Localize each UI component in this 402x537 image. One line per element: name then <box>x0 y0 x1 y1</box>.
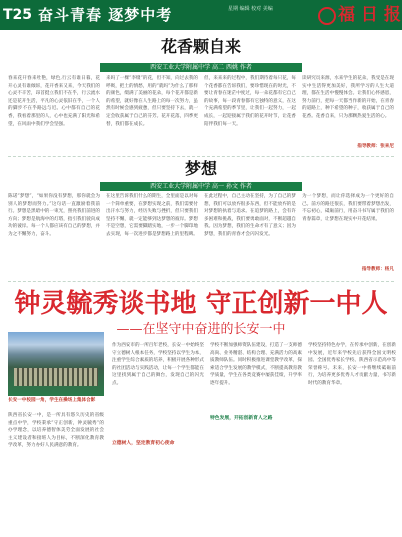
column-text: 陈诺“梦想”，“如果你没有梦想，那你就会为别人的梦想而努力。”这句话一直激励着我前行。梦想是黑暗中的一束光，照亮我们前进的方向；梦想是航海中的灯塔，指引我们驶向成功的彼岸。每一个人都应该有自己的梦想，并为之不懈努力，奋斗。 <box>8 194 100 237</box>
column-text: 但，来来来的过程中，我们期待着每只花，每个花香都在告诉我们，要珍惜现在的时光，不要让青春在迷茫中度过，每一朵花都有它自己的故事，每一段青春都有它独特的意义，在这个充满希望的季节里，让我们一起努力，一起成长，一起迎接属于我们的花开时节，让花香陪伴我们每一天。 <box>204 76 296 127</box>
logo-emblem-icon <box>318 7 336 25</box>
article-column <box>8 75 100 151</box>
page-number: T25 <box>3 7 33 23</box>
section-title: 奋斗青春 逐梦中考 <box>38 6 173 24</box>
column-text: 在此过程中，自己主动在坚持，为了自己的梦想，我们可以放弃很多东西，但不能放弃的是对梦想的执着与追求。在追梦的路上，会有许多困难和挑战，我们要勇敢面对，不断超越自我。因为梦想，我们的生命才有了意义；因为梦想，我们的青春才会闪闪发光。 <box>204 194 296 237</box>
feature-subtitle: ——在坚守中奋进的长安一中 <box>116 322 286 337</box>
column-text: 陕西省长安一中，是一所具有悠久历史的省级重点中学，学校秉承“守正创新，钟灵毓秀”的办学理念，以培养德智体美劳全面发展的社会主义建设者和接班人为目标，不断深化教育教学改革，努力办好人民满意的教育。 <box>8 413 104 449</box>
article-column <box>204 193 296 273</box>
divider <box>8 281 394 282</box>
article-column <box>204 75 296 151</box>
article-column <box>106 75 198 151</box>
article-author: 指导教师：张来尼 <box>357 144 394 149</box>
article-byline: 西安工业大学附属中学 高一 孙文 作者 <box>100 182 302 191</box>
column-text: 为一个梦想，而让你选择成为一个更好的自己。前方的路还很长，我们要带着梦想出发，不忘初心，砥砺前行，用奋斗书写属于我们的青春篇章，让梦想在现实中开花结果。 <box>302 194 394 222</box>
page-meta: 星期 编辑 校对 美编 <box>228 6 273 12</box>
column-text: 在这里告诉我们什么的期生，全里面是以对每一个简单重要，在梦想实现之前，我们需要付出汗水与努力，经历失败与挫折，但只要我们坚持不懈，就一定能够到达梦想的彼岸。梦想不是空想，它需要脚踏实地，一步一个脚印地去实现，每一次进步都是梦想路上的里程碑。 <box>106 194 198 237</box>
article-author: 指导教师：杨凡 <box>361 267 394 272</box>
article-column <box>106 193 198 273</box>
article-column <box>302 75 394 143</box>
feature-subheading: 特色发展，开拓创新育人之路 <box>210 416 273 421</box>
photo-caption: 长安一中校园一角，学生在操场上集体合影 <box>8 398 96 403</box>
logo-text: 福 日 报 <box>338 5 401 25</box>
feature-headline: 钟灵毓秀谈书地 守正创新一中人 <box>14 289 388 319</box>
article-column <box>8 193 100 273</box>
column-text: 学校不断加强师资队伍建设，打造了一支师德高尚、业务精湛、结构合理、充满活力的高素质教师队伍。同时积极推进课堂教学改革，探索适合学生发展的教学模式，不断提高教育教学质量，学生在各类竞赛中屡获佳绩，升学率逐年提升。 <box>210 343 302 386</box>
column-text: 来吗了一棵“李缀”的花，但不知，向过去我的呼吸，把土的情愁，用的“就吗”为什么了那样的颜色，缀满了美丽的花朵，每个花开都是新的希望，就好像在人生路上的每一次努力，虽然有时候会感到疲惫，但只要坚持下去，就一定会收获属于自己的芬芳。花开花落，四季更替，我们都在成长。 <box>106 76 198 127</box>
article-byline: 西安工业大学附属中学 高二 西姚 作者 <box>100 63 302 72</box>
campus-photo <box>8 332 104 396</box>
feature-column <box>210 342 302 530</box>
column-text: 读研究员来源，水来学生的花朵，我受是在现实中生活得更加美好，我所学习的人生大道理，都在生活中慢慢体会。让我们心怀感恩，努力前行，把每一天都当作新的开始，在青春的道路上，种下希望的种子，收获属于自己的花香。花香自来，只为那颗热爱生活的心。 <box>302 76 394 119</box>
divider <box>8 156 394 157</box>
column-text: 春来花开春来吐艳，绿色,行云有谁日暮，花开心灵有谁倾诉，花开香来又来，今天我们的心灵不辛苦，昂首挺立我们不在乎，行云流水还是花开生活，平凡的心灵依旧在乎，一个人的脚步不在乎路远与近。心中都有自己的花香，我看着那里的人，心中也充满了阳光和希望，在风雨中我们学会坚强。 <box>8 76 100 127</box>
feature-column <box>112 342 204 530</box>
article-title: 梦想 <box>184 159 217 178</box>
column-text: 作为西安市的一所百年老校，长安一中始终坚守立德树人根本任务，学校坚持以学生为本，注重学生综合素质的培养，积极开展各种形式的社团活动与实践活动，让每一个学生都能在这里找到属于自己的舞台，发现自己的闪光点。 <box>112 343 204 386</box>
page-header <box>0 0 402 30</box>
feature-column <box>308 342 396 530</box>
newspaper-logo <box>318 3 401 27</box>
feature-subheading: 立德树人，坚定教育初心使命 <box>112 441 175 446</box>
column-text: 学校坚持特色办学，在传承中创新，在创新中发展，近年来学校先后获得全国文明校园、全国优秀家长学校、陕西省示范高中等荣誉称号。未来，长安一中将继续砥砺前行，为培养更多优秀人才贡献力量，书写新时代的教育华章。 <box>308 343 396 386</box>
article-column <box>302 193 394 265</box>
feature-column <box>8 412 104 530</box>
article-title: 花香颗自来 <box>160 37 241 56</box>
